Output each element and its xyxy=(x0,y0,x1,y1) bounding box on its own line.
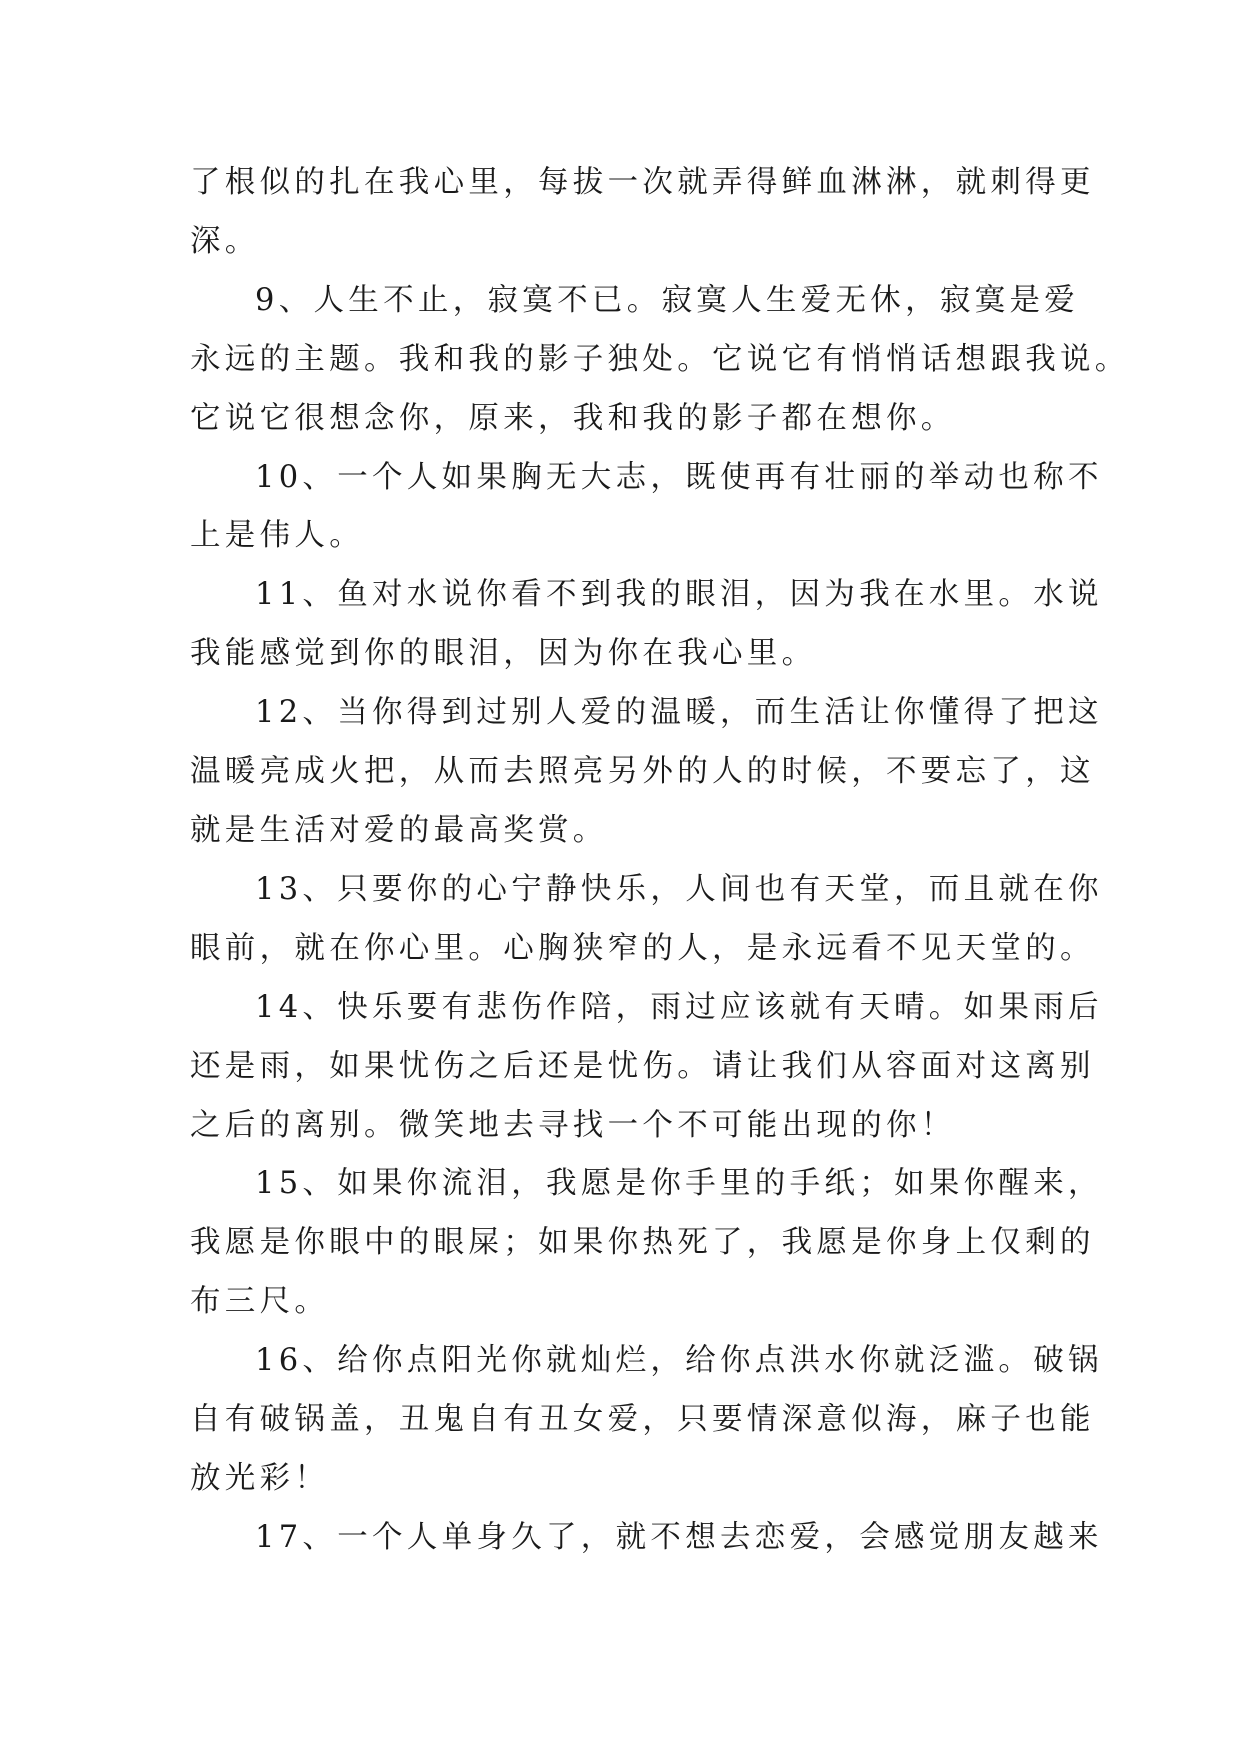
paragraph-15 xyxy=(190,1155,1103,1332)
text-line: 它说它很想念你，原来，我和我的影子都在想你。 xyxy=(190,400,956,436)
text-line: 14、快乐要有悲伤作陪，雨过应该就有天晴。如果雨后 xyxy=(255,989,1103,1025)
text-line: 自有破锅盖，丑鬼自有丑女爱，只要情深意似海，麻子也能 xyxy=(190,1402,1095,1438)
text-line: 温暖亮成火把，从而去照亮另外的人的时候，不要忘了，这 xyxy=(190,754,1095,790)
text-line: 10、一个人如果胸无大志，既使再有壮丽的举动也称不 xyxy=(255,459,1103,495)
paragraph-14 xyxy=(190,979,1103,1156)
text-line: 11、鱼对水说你看不到我的眼泪，因为我在水里。水说 xyxy=(255,577,1103,613)
document-body xyxy=(190,154,1130,1568)
text-line: 就是生活对爱的最高奖赏。 xyxy=(190,812,608,848)
paragraph-17 xyxy=(190,1509,1103,1568)
paragraph-11 xyxy=(190,566,1103,684)
text-line: 17、一个人单身久了，就不想去恋爱，会感觉朋友越来 xyxy=(255,1519,1103,1555)
text-line: 13、只要你的心宁静快乐，人间也有天堂，而且就在你 xyxy=(255,871,1103,907)
text-line: 15、如果你流泪，我愿是你手里的手纸；如果你醒来， xyxy=(255,1166,1103,1202)
paragraph-8-continued xyxy=(190,154,1095,272)
text-line: 深。 xyxy=(190,223,260,259)
text-line: 12、当你得到过别人爱的温暖，而生活让你懂得了把这 xyxy=(255,695,1103,731)
text-line: 我愿是你眼中的眼屎；如果你热死了，我愿是你身上仅剩的 xyxy=(190,1225,1095,1261)
text-line: 还是雨，如果忧伤之后还是忧伤。请让我们从容面对这离别 xyxy=(190,1048,1095,1084)
paragraph-10 xyxy=(190,449,1103,567)
text-line: 放光彩！ xyxy=(190,1460,330,1496)
text-line: 眼前，就在你心里。心胸狭窄的人，是永远看不见天堂的。 xyxy=(190,930,1095,966)
text-line: 布三尺。 xyxy=(190,1284,330,1320)
text-line: 上是伟人。 xyxy=(190,518,364,554)
text-line: 了根似的扎在我心里，每拔一次就弄得鲜血淋淋，就刺得更 xyxy=(190,165,1095,200)
text-line: 永远的主题。我和我的影子独处。它说它有悄悄话想跟我说。 xyxy=(190,341,1130,377)
text-line: 之后的离别。微笑地去寻找一个不可能出现的你！ xyxy=(190,1107,956,1143)
text-line: 16、给你点阳光你就灿烂，给你点洪水你就泛滥。破锅 xyxy=(255,1343,1103,1379)
text-line: 我能感觉到你的眼泪，因为你在我心里。 xyxy=(190,636,817,672)
paragraph-13 xyxy=(190,861,1103,979)
paragraph-9 xyxy=(190,272,1130,449)
text-line: 9、人生不止，寂寞不已。寂寞人生爱无休，寂寞是爱 xyxy=(255,282,1080,318)
paragraph-12 xyxy=(190,684,1103,861)
paragraph-16 xyxy=(190,1332,1103,1509)
